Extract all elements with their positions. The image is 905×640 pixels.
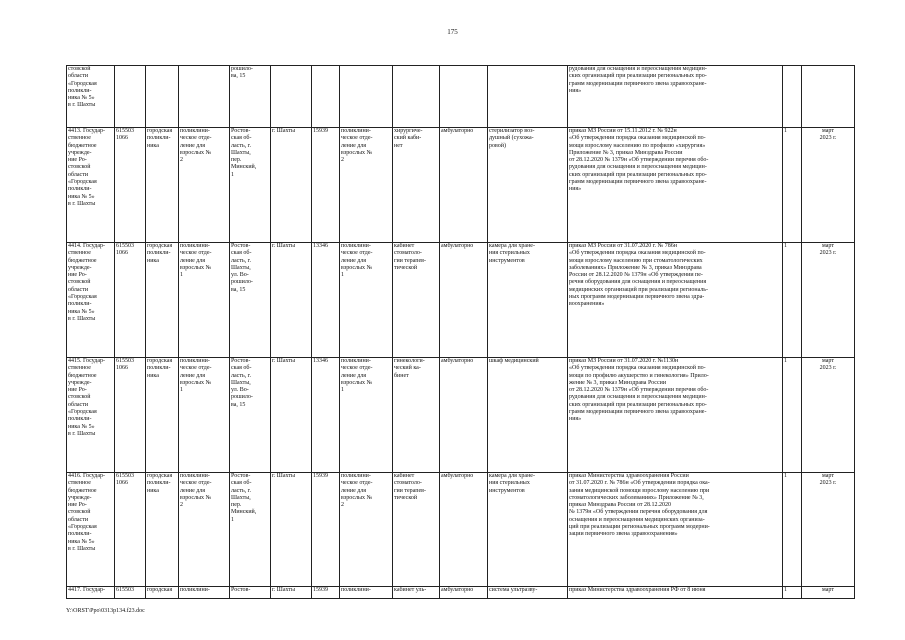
equipment-cell: стерилизатор воз- душный (сухожа- ровой) [488, 128, 568, 243]
org-name: Государ- ственное бюджетное учрежде- ние Ро- стовской области «Городская поликли- ника № 5» в г. Шахты [68, 128, 106, 207]
date-cell: март 2023 г. [802, 473, 855, 587]
care-cell: амбулаторно [440, 128, 488, 243]
dept-cell: поликлини- ческое отде- ление для взрослых № 1 [179, 358, 230, 473]
subdivision-cell: поликлини- ческое отде- ление для взрослых № 2 [340, 473, 393, 587]
qty-cell: 1 [783, 128, 802, 243]
address-cell: Ростов- ская об- ласть, г. Шахты, пер. Минский, 1 [230, 473, 271, 587]
qty-cell: 1 [783, 473, 802, 587]
org-cell [67, 243, 115, 358]
subdivision-cell: поликлини- ческое отде- ление для взрослых № 2 [340, 128, 393, 243]
index-cell: 13346 [312, 243, 340, 358]
table-row [67, 243, 855, 358]
address-cell: Ростов- ская об- ласть, г. Шахты, ул. Во- рошило- ва, 15 [230, 243, 271, 358]
org-cell [67, 473, 115, 587]
index-cell: 15939 [312, 587, 340, 599]
room-cell [393, 66, 440, 128]
page-number: 175 [447, 28, 458, 36]
index-cell: 13346 [312, 358, 340, 473]
subdivision-cell [340, 66, 393, 128]
code-cell: 615503 1066 [115, 358, 146, 473]
org-cell [67, 358, 115, 473]
org-name: Государ- ственное бюджетное учрежде- ние Ро- стовской области «Городская поликли- ника № 5» в г. Шахты [68, 358, 106, 437]
address-cell: Ростов- [230, 587, 271, 599]
org-name: Государ- ственное бюджетное учрежде- ние Ро- стовской области «Городская поликли- ника № 5» в г. Шахты [68, 473, 106, 552]
address-cell: Ростов- ская об- ласть, г. Шахты, ул. Во- рошило- ва, 15 [230, 358, 271, 473]
equipment-cell [488, 66, 568, 128]
city-cell: г. Шахты [271, 243, 312, 358]
date-cell: март [802, 587, 855, 599]
city-cell [271, 66, 312, 128]
date-cell: март 2023 г. [802, 243, 855, 358]
city-cell: г. Шахты [271, 358, 312, 473]
basis-cell: приказ МЗ России от 15.11.2012 г. № 922н «Об утверждении порядка оказания медицинской по- мощи взрослому населению по профилю «хирургия» Приложение № 3, приказ Минздрава России от 28.12.2020 № 1379н «Об утверждении перечня обо- рудования для оснащения и переоснащения медицин- ских организаций при реализации региональных про- грамм модернизации первичного звена здравоохране- ния» [568, 128, 783, 243]
equipment-cell: шкаф медицинский [488, 358, 568, 473]
equipment-cell: камера для хране- ния стерильных инструментов [488, 473, 568, 587]
care-cell: амбулаторно [440, 587, 488, 599]
org-cell [67, 128, 115, 243]
org-name: Государ- [83, 587, 106, 593]
row-number: 4416. [68, 473, 82, 479]
index-cell [312, 66, 340, 128]
row-number: 4413. [68, 128, 82, 134]
city-cell: г. Шахты [271, 128, 312, 243]
qty-cell [783, 66, 802, 128]
room-cell: хирургиче- ский каби- нет [393, 128, 440, 243]
room-cell: кабинет стоматоло- гии терапев- тической [393, 473, 440, 587]
table-row [67, 66, 855, 128]
code-cell: 615503 1066 [115, 473, 146, 587]
table-row [67, 128, 855, 243]
index-cell: 15939 [312, 128, 340, 243]
qty-cell: 1 [783, 587, 802, 599]
room-cell: кабинет стоматоло- гии терапев- тической [393, 243, 440, 358]
dept-cell: поликлини- [179, 587, 230, 599]
type-cell: городская поликли- ника [146, 128, 179, 243]
address-cell: рошило- ва, 15 [230, 66, 271, 128]
city-cell: г. Шахты [271, 587, 312, 599]
org-cell: стовской области «Городская поликли- ника № 5» в г. Шахты [67, 66, 115, 128]
basis-cell: приказ Министерства здравоохранения РФ от 8 июня [568, 587, 783, 599]
type-cell: городская [146, 587, 179, 599]
file-path-footer: Y:\ORST\Ppo\0313p134.f23.doc [66, 608, 145, 614]
care-cell [440, 66, 488, 128]
equipment-cell: камера для хране- ния стерильных инструментов [488, 243, 568, 358]
table-row [67, 358, 855, 473]
subdivision-cell: поликлини- [340, 587, 393, 599]
org-name: Государ- ственное бюджетное учрежде- ние Ро- стовской области «Городская поликли- ника № 5» в г. Шахты [68, 243, 106, 322]
room-cell: гинекологи- ческий ка- бинет [393, 358, 440, 473]
basis-cell: приказ МЗ России от 31.07.2020 г. №1130н «Об утверждении порядка оказания медицинской по- мощи по профилю акушерство и гинекология» Прило- жение № 3, приказ Минздрава России от 28.12.2020 № 1379н «Об утверждении перечня обо- рудования для оснащения и переоснащения медицин- ских организаций при реализации региональных про- грамм модернизации первичного звена здравоохране- ния» [568, 358, 783, 473]
care-cell: амбулаторно [440, 473, 488, 587]
care-cell: амбулаторно [440, 358, 488, 473]
dept-cell: поликлини- ческое отде- ление для взрослых № 2 [179, 128, 230, 243]
basis-cell: приказ Министерства здравоохранения России от 31.07.2020 г. № 786н «Об утверждении порядка ока- зания медицинской помощи взрослому населению при стоматологических заболеваниях» Приложение № 3, приказ Минздрава России от 28.12.2020 № 1379н «Об утверждении перечня оборудования для оснащения и переоснащения медицинских организа- ций при реализации региональных программ модерни- зации первичного звена здравоохранения» [568, 473, 783, 587]
code-cell: 615503 1066 [115, 243, 146, 358]
basis-cell: приказ МЗ России от 31.07.2020 г. № 786н «Об утверждении порядка оказания медицинской по- мощи взрослому населению при стоматологических заболеваниях» Приложение № 3, приказ Минздрава России от 28.12.2020 № 1379н «Об утверждении пе- речня оборудования для оснащения и переоснащения медицинских организаций при реализации региональ- ных программ модернизации первичного звена здра- воохранения» [568, 243, 783, 358]
care-cell: амбулаторно [440, 243, 488, 358]
row-number: 4415. [68, 358, 82, 364]
type-cell: городская поликли- ника [146, 358, 179, 473]
date-cell [802, 66, 855, 128]
date-cell: март 2023 г. [802, 358, 855, 473]
table-row [67, 587, 855, 599]
dept-cell: поликлини- ческое отде- ление для взрослых № 1 [179, 243, 230, 358]
city-cell: г. Шахты [271, 473, 312, 587]
subdivision-cell: поликлини- ческое отде- ление для взрослых № 1 [340, 358, 393, 473]
index-cell: 15939 [312, 473, 340, 587]
qty-cell: 1 [783, 358, 802, 473]
subdivision-cell: поликлини- ческое отде- ление для взрослых № 1 [340, 243, 393, 358]
date-cell: март 2023 г. [802, 128, 855, 243]
dept-cell [179, 66, 230, 128]
code-cell: 615503 1066 [115, 128, 146, 243]
equipment-table [66, 65, 855, 599]
code-cell [115, 66, 146, 128]
type-cell: городская поликли- ника [146, 473, 179, 587]
row-number: 4414. [68, 243, 82, 249]
qty-cell: 1 [783, 243, 802, 358]
address-cell: Ростов- ская об- ласть, г. Шахты, пер. Минский, 1 [230, 128, 271, 243]
type-cell [146, 66, 179, 128]
type-cell: городская поликли- ника [146, 243, 179, 358]
basis-cell: рудования для оснащения и переоснащения медицин- ских организаций при реализации региональных про- грамм модернизации первичного звена здравоохране- ния» [568, 66, 783, 128]
dept-cell: поликлини- ческое отде- ление для взрослых № 2 [179, 473, 230, 587]
table-row [67, 473, 855, 587]
row-number: 4417. [68, 587, 82, 593]
org-cell [67, 587, 115, 599]
code-cell: 615503 [115, 587, 146, 599]
equipment-cell: система ультразву- [488, 587, 568, 599]
room-cell: кабинет уль- [393, 587, 440, 599]
